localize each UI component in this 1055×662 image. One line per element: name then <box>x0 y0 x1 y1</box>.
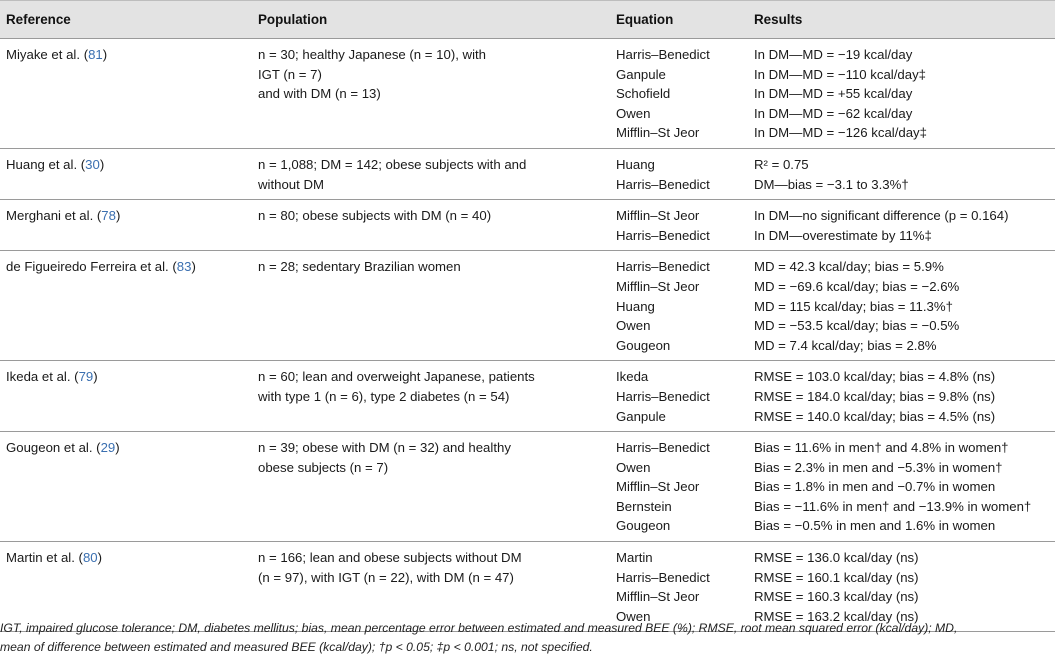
result-value: R² = 0.75 <box>754 156 809 172</box>
population-line: n = 39; obese with DM (n = 32) and healthy <box>258 440 511 456</box>
result-value: Bias = −11.6% in men† and −13.9% in women† <box>754 498 1032 514</box>
reference-close-paren: ) <box>191 259 196 275</box>
header-reference: Reference <box>0 1 252 39</box>
equation-name: Harris–Benedict <box>616 227 710 243</box>
reference-cell <box>0 432 252 542</box>
reference-cell <box>0 361 252 432</box>
population-line: n = 30; healthy Japanese (n = 10), with <box>258 47 486 62</box>
result-value: In DM—MD = +55 kcal/day <box>754 86 913 102</box>
table-row <box>0 148 1055 199</box>
reference-author: Huang et al. ( <box>6 156 86 172</box>
population-line: without DM <box>258 176 324 192</box>
result-value: RMSE = 103.0 kcal/day; bias = 4.8% (ns) <box>754 369 996 385</box>
reference-close-paren: ) <box>102 47 108 62</box>
population-cell <box>252 251 610 361</box>
equation-cell <box>610 148 748 199</box>
equation-name: Mifflin–St Jeor <box>616 125 700 141</box>
result-value: MD = 7.4 kcal/day; bias = 2.8% <box>754 337 937 353</box>
reference-close-paren: ) <box>99 156 105 172</box>
equation-name: Harris–Benedict <box>616 440 710 456</box>
reference-author: Merghani et al. ( <box>6 208 102 224</box>
reference-cell <box>0 200 252 251</box>
result-value: MD = 115 kcal/day; bias = 11.3%† <box>754 298 953 314</box>
equation-name: Harris–Benedict <box>616 388 710 404</box>
reference-author: Martin et al. ( <box>6 550 83 566</box>
equation-cell <box>610 432 748 542</box>
table-header-row <box>0 1 1055 39</box>
equation-name: Harris–Benedict <box>616 47 710 62</box>
table-footnote <box>0 619 1050 657</box>
result-value: Bias = −0.5% in men and 1.6% in women <box>754 518 996 534</box>
equation-name: Harris–Benedict <box>616 569 710 585</box>
equation-name: Gougeon <box>616 518 671 534</box>
equation-cell <box>610 39 748 149</box>
result-value: Bias = 1.8% in men and −0.7% in women <box>754 479 996 495</box>
population-line: and with DM (n = 13) <box>258 86 381 102</box>
population-line: with type 1 (n = 6), type 2 diabetes (n = 54) <box>258 388 510 404</box>
population-line: n = 28; sedentary Brazilian women <box>258 259 461 275</box>
result-value: MD = −53.5 kcal/day; bias = −0.5% <box>754 318 960 334</box>
population-line: IGT (n = 7) <box>258 66 322 82</box>
equation-name: Owen <box>616 105 651 121</box>
result-value: In DM—MD = −62 kcal/day <box>754 105 913 121</box>
equation-name: Mifflin–St Jeor <box>616 479 700 495</box>
equation-cell <box>610 361 748 432</box>
footnote-line: mean of difference between estimated and measured BEE (kcal/day); †p < 0.05; ‡p < 0.001; ns, not specified. <box>0 640 593 654</box>
table-row <box>0 432 1055 542</box>
population-line: n = 60; lean and overweight Japanese, patients <box>258 369 535 385</box>
population-cell <box>252 361 610 432</box>
header-population: Population <box>252 1 610 39</box>
result-value: DM—bias = −3.1 to 3.3%† <box>754 176 909 192</box>
result-value: RMSE = 163.2 kcal/day (ns) <box>754 608 919 624</box>
table-row <box>0 251 1055 361</box>
population-cell <box>252 432 610 542</box>
result-value: In DM—overestimate by 11%‡ <box>754 227 932 243</box>
equation-name: Owen <box>616 459 651 475</box>
reference-close-paren: ) <box>115 208 121 224</box>
results-cell <box>748 39 1055 149</box>
reference-cell <box>0 251 252 361</box>
result-value: In DM—MD = −110 kcal/day‡ <box>754 66 926 82</box>
equation-cell <box>610 251 748 361</box>
reference-close-paren: ) <box>93 369 98 385</box>
equation-name: Huang <box>616 156 655 172</box>
header-results: Results <box>748 1 1055 39</box>
population-cell <box>252 39 610 149</box>
table-row <box>0 361 1055 432</box>
equation-name: Mifflin–St Jeor <box>616 278 700 294</box>
result-value: Bias = 11.6% in men† and 4.8% in women† <box>754 440 1009 456</box>
equation-name: Harris–Benedict <box>616 259 710 275</box>
equation-name: Bernstein <box>616 498 672 514</box>
reference-cell <box>0 39 252 149</box>
equation-name: Owen <box>616 318 651 334</box>
reference-close-paren: ) <box>97 550 103 566</box>
equation-name: Ikeda <box>616 369 649 385</box>
results-cell <box>748 361 1055 432</box>
equation-name: Ganpule <box>616 66 666 82</box>
population-line: n = 1,088; DM = 142; obese subjects with and <box>258 156 527 172</box>
equation-name: Schofield <box>616 86 671 102</box>
result-value: RMSE = 140.0 kcal/day; bias = 4.5% (ns) <box>754 408 996 424</box>
citation-link[interactable]: 80 <box>82 550 98 566</box>
population-cell <box>252 200 610 251</box>
result-value: RMSE = 160.3 kcal/day (ns) <box>754 589 919 605</box>
population-cell <box>252 148 610 199</box>
result-value: RMSE = 160.1 kcal/day (ns) <box>754 569 919 585</box>
result-value: In DM—MD = −19 kcal/day <box>754 47 913 62</box>
result-value: In DM—no significant difference (p = 0.164) <box>754 208 1009 224</box>
equation-name: Mifflin–St Jeor <box>616 589 700 605</box>
citation-link[interactable]: 83 <box>176 259 192 275</box>
population-line: n = 80; obese subjects with DM (n = 40) <box>258 208 492 224</box>
population-line: (n = 97), with IGT (n = 22), with DM (n = 47) <box>258 569 514 585</box>
result-value: RMSE = 184.0 kcal/day; bias = 9.8% (ns) <box>754 388 996 404</box>
population-line: obese subjects (n = 7) <box>258 459 389 475</box>
header-equation: Equation <box>610 1 748 39</box>
results-cell <box>748 251 1055 361</box>
citation-link[interactable]: 30 <box>85 156 100 172</box>
reference-author: de Figueiredo Ferreira et al. ( <box>6 259 177 275</box>
results-cell <box>748 200 1055 251</box>
footnote-line: IGT, impaired glucose tolerance; DM, diabetes mellitus; bias, mean percentage error between estimated and measured BEE (%); RMSE, root mean squared error (kcal/day); MD, <box>0 621 958 635</box>
result-value: RMSE = 136.0 kcal/day (ns) <box>754 550 919 566</box>
citation-link[interactable]: 79 <box>78 369 94 385</box>
reference-author: Gougeon et al. ( <box>6 440 101 456</box>
equation-name: Harris–Benedict <box>616 176 710 192</box>
table-body <box>0 39 1055 632</box>
table-row <box>0 39 1055 149</box>
equation-name: Gougeon <box>616 337 671 353</box>
equation-name: Ganpule <box>616 408 666 424</box>
equation-name: Martin <box>616 550 653 566</box>
citation-link[interactable]: 78 <box>101 208 116 224</box>
table-row <box>0 200 1055 251</box>
results-cell <box>748 148 1055 199</box>
reference-author: Ikeda et al. ( <box>6 369 79 385</box>
equation-cell <box>610 200 748 251</box>
result-value: MD = −69.6 kcal/day; bias = −2.6% <box>754 278 960 294</box>
result-value: MD = 42.3 kcal/day; bias = 5.9% <box>754 259 944 275</box>
reference-author: Miyake et al. ( <box>6 47 89 62</box>
result-value: In DM—MD = −126 kcal/day‡ <box>754 125 927 141</box>
equation-name: Owen <box>616 608 651 624</box>
reference-cell <box>0 148 252 199</box>
reference-close-paren: ) <box>115 440 120 456</box>
result-value: Bias = 2.3% in men and −5.3% in women† <box>754 459 1003 475</box>
citation-link[interactable]: 81 <box>88 47 103 62</box>
results-cell <box>748 432 1055 542</box>
equation-name: Mifflin–St Jeor <box>616 208 700 224</box>
population-line: n = 166; lean and obese subjects without DM <box>258 550 522 566</box>
equation-name: Huang <box>616 298 655 314</box>
citation-link[interactable]: 29 <box>100 440 116 456</box>
